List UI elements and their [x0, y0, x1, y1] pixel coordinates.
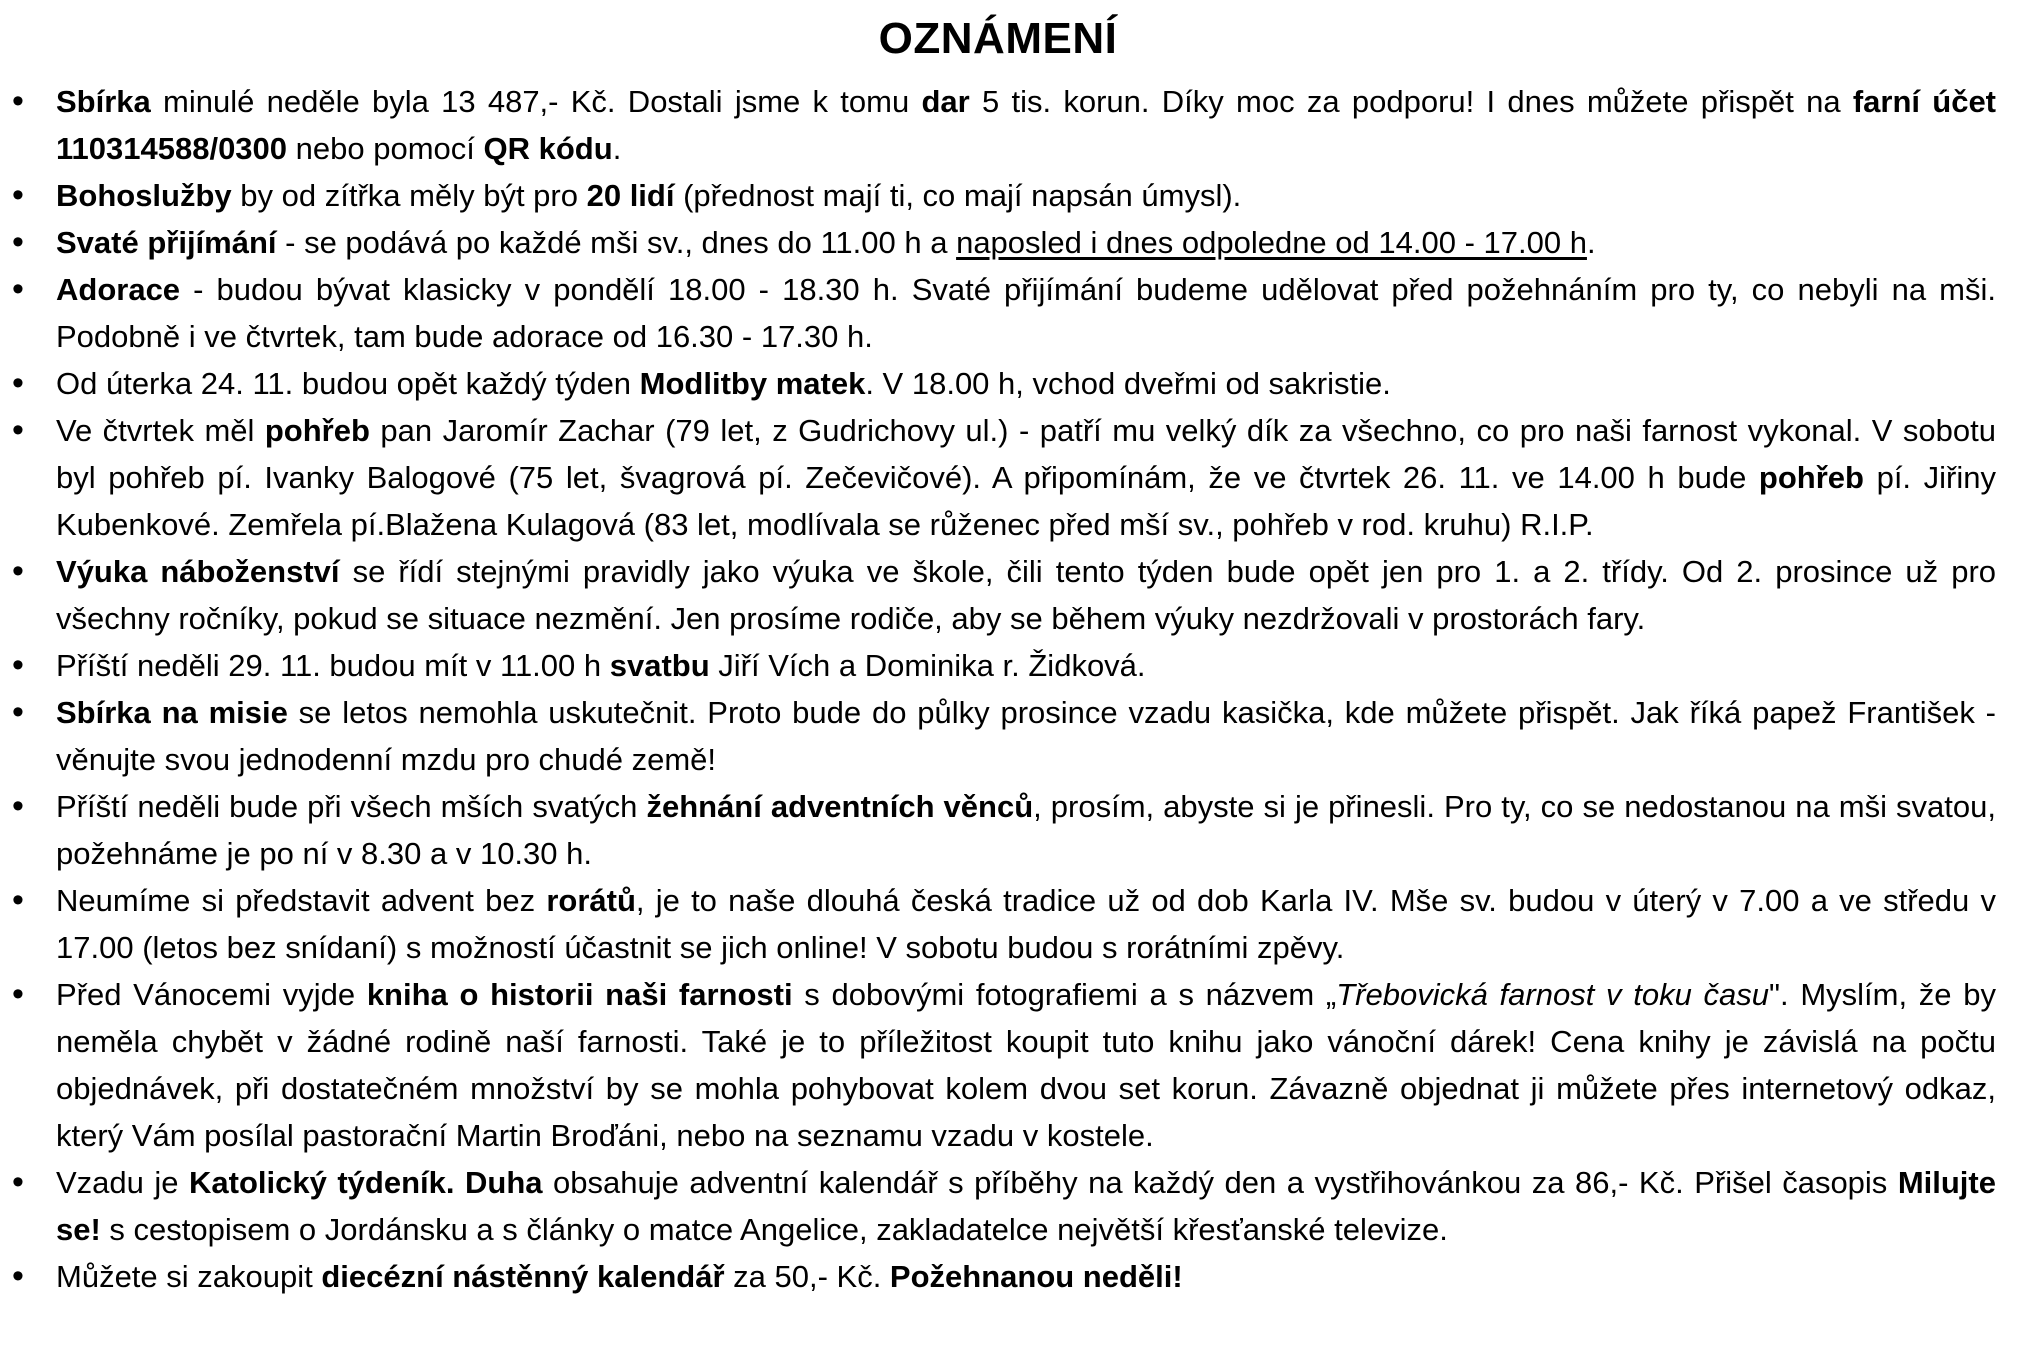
list-item-funerals: • Ve čtvrtek měl pohřeb pan Jaromír Zachar (79 let, z Gudrichovy ul.) - patří mu velký dík za všechno, co pro naši farnost vykonal. V sobotu byl pohřeb pí. Ivanky Balogové (75 let, švagrová pí. Zečevičové). A připomínám, že ve čtvrtek 26. 11. ve 14.00 h bude pohřeb pí. Jiřiny Kubenkové. Zemřela pí.Blažena Kulagová (83 let, modlívala se růženec před mší sv., pohřeb v rod. kruhu) R.I.P. — [56, 407, 1996, 548]
list-item-wedding: • Příští neděli 29. 11. budou mít v 11.00 h svatbu Jiří Vích a Dominika r. Židková. — [56, 642, 1996, 689]
list-item-advent-wreaths: • Příští neděli bude při všech mších svatých žehnání adventních věnců, prosím, abyste si je přinesli. Pro ty, co se nedostanou na mši svatou, požehnáme je po ní v 8.30 a v 10.30 h. — [56, 783, 1996, 877]
list-item-calendar: • Můžete si zakoupit diecézní nástěnný kalendář za 50,- Kč. Požehnanou neděli! — [56, 1253, 1996, 1300]
list-item-services: • Bohoslužby by od zítřka měly být pro 20 lidí (přednost mají ti, co mají napsán úmysl). — [56, 172, 1996, 219]
list-item-collection: • Sbírka minulé neděle byla 13 487,- Kč. Dostali jsme k tomu dar 5 tis. korun. Díky moc za podporu! I dnes můžete přispět na farní účet 110314588/0300 nebo pomocí QR kódu. — [56, 78, 1996, 172]
list-item-rorate: • Neumíme si představit advent bez rorátů, je to naše dlouhá česká tradice už od dob Karla IV. Mše sv. budou v úterý v 7.00 a ve středu v 17.00 (letos bez snídaní) s možností účastnit se jich online! V sobotu budou s rorátními zpěvy. — [56, 877, 1996, 971]
list-item-weekly: • Vzadu je Katolický týdeník. Duha obsahuje adventní kalendář s příběhy na každý den a vystřihovánkou za 86,- Kč. Přišel časopis Milujte se! s cestopisem o Jordánsku a s články o matce Angelice, zakladatelce největší křesťanské televize. — [56, 1159, 1996, 1253]
list-item-communion: • Svaté přijímání - se podává po každé mši sv., dnes do 11.00 h a naposled i dnes odpoledne od 14.00 - 17.00 h. — [56, 219, 1996, 266]
bank-account: farní účet 110314588/0300 — [56, 84, 1997, 166]
page-title: OZNÁMENÍ — [878, 14, 1118, 63]
underlined-time: naposled i dnes odpoledne od 14.00 - 17.00 h — [956, 225, 1587, 260]
announcement-list — [0, 78, 1996, 1300]
closing-blessing: Požehnanou neděli! — [889, 1259, 1183, 1294]
list-item-book: • Před Vánocemi vyjde kniha o historii naši farnosti s dobovými fotografiemi a s názvem „Třebovická farnost v toku času". Myslím, že by neměla chybět v žádné rodině naší farnosti. Také je to příležitost koupit tuto knihu jako vánoční dárek! Cena knihy je závislá na počtu objednávek, při dostatečném množství by se mohla pohybovat kolem dvou set korun. Závazně objednat ji můžete přes internetový odkaz, který Vám posílal pastorační Martin Broďáni, nebo na seznamu vzadu v kostele. — [56, 971, 1996, 1159]
list-item-adoration: • Adorace - budou bývat klasicky v pondělí 18.00 - 18.30 h. Svaté přijímání budeme udělovat před požehnáním pro ty, co nebyli na mši. Podobně i ve čtvrtek, tam bude adorace od 16.30 - 17.30 h. — [56, 266, 1996, 360]
list-item-mothers-prayers: • Od úterka 24. 11. budou opět každý týden Modlitby matek. V 18.00 h, vchod dveřmi od sakristie. — [56, 360, 1996, 407]
book-title: Třebovická farnost v toku času — [1336, 977, 1770, 1012]
list-item-missions: • Sbírka na misie se letos nemohla uskutečnit. Proto bude do půlky prosince vzadu kasička, kde můžete přispět. Jak říká papež František - věnujte svou jednodenní mzdu pro chudé země! — [56, 689, 1996, 783]
list-item-religious-education: • Výuka náboženství se řídí stejnými pravidly jako výuka ve škole, čili tento týden bude opět jen pro 1. a 2. třídy. Od 2. prosince už pro všechny ročníky, pokud se situace nezmění. Jen prosíme rodiče, aby se během výuky nezdržovali v prostorách fary. — [56, 548, 1996, 642]
